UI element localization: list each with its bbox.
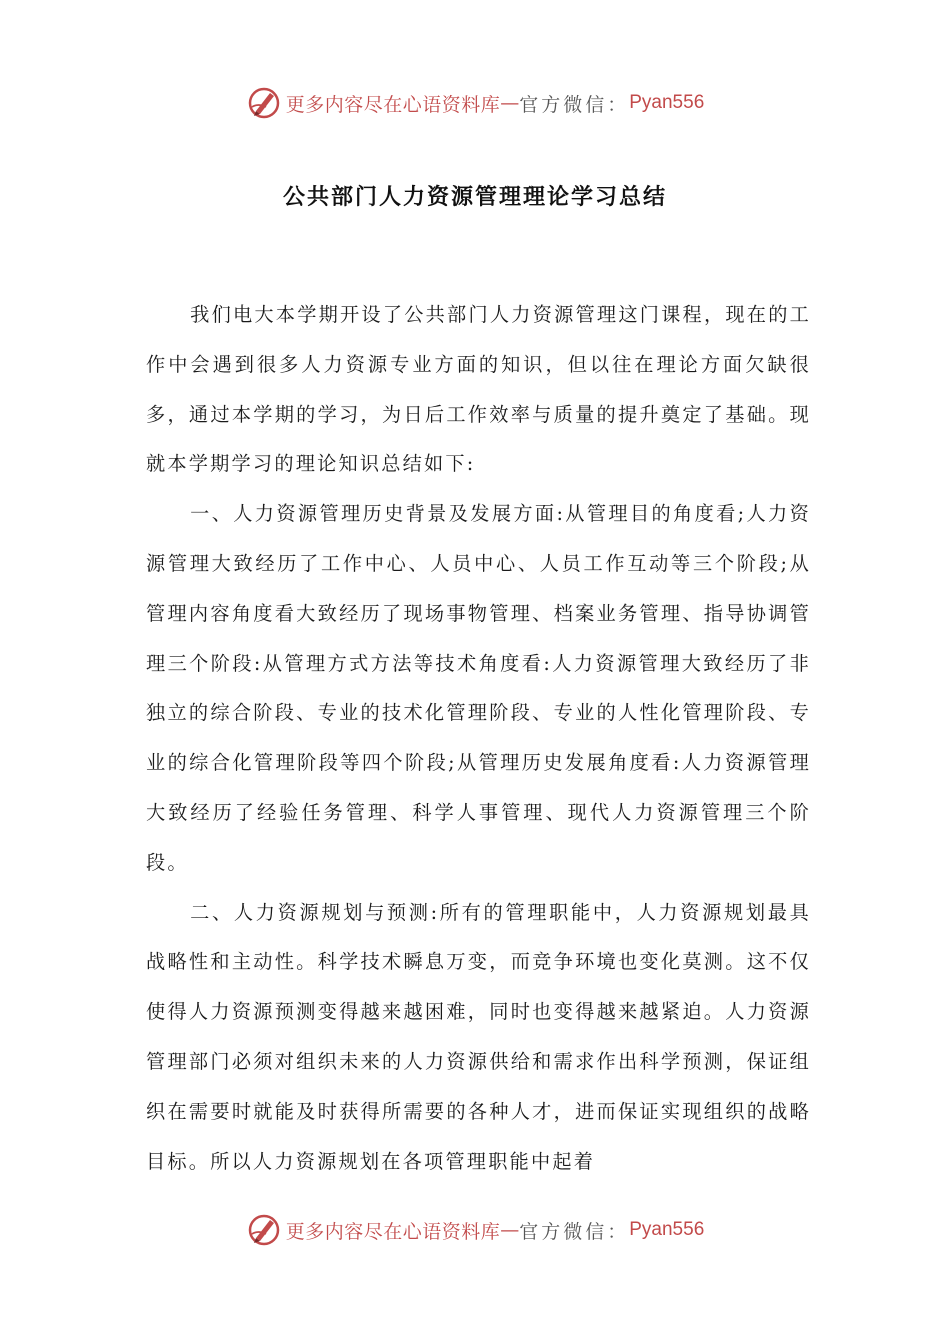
pen-logo-icon — [246, 1212, 282, 1248]
watermark-dash: — — [500, 1219, 520, 1241]
paragraph-planning: 二、人力资源规划与预测:所有的管理职能中，人力资源规划最具战略性和主动性。科学技术瞬息万变，而竞争环境也变化莫测。这不仅使得人力资源预测变得越来越困难，同时也变得越来越紧迫。人力资源管理部门必须对组织未来的人力资源供给和需求作出科学预测，保证组织在需要时就能及时获得所需要的各种人才，进而保证实现组织的战略目标。所以人力资源规划在各项管理职能中起着 — [146, 900, 811, 1173]
paragraph-history: 一、人力资源管理历史背景及发展方面:从管理目的角度看;人力资源管理大致经历了工作中心、人员中心、人员工作互动等三个阶段;从管理内容角度看大致经历了现场事物管理、档案业务管理、指导协调管理三个阶段:从管理方式方法等技术角度看:人力资源管理大致经历了非独立的综合阶段、专业的技术化管理阶段、专业的人性化管理阶段、专业的综合化管理阶段等四个阶段;从管理历史发展角度看:人力资源管理大致经历了经验任务管理、科学人事管理、现代人力资源管理三个阶段。 — [146, 502, 811, 874]
watermark-main-text: 更多内容尽在心语资料库 — [285, 93, 501, 116]
header-watermark-banner — [0, 83, 950, 123]
watermark-dash: — — [500, 92, 520, 114]
watermark-wechat-id: Pyan556 — [629, 92, 705, 113]
watermark-wechat-id: Pyan556 — [629, 1219, 705, 1240]
watermark-wechat-label: 官方微信： — [519, 1220, 630, 1243]
watermark-main-text: 更多内容尽在心语资料库 — [285, 1220, 501, 1243]
document-title: 公共部门人力资源管理理论学习总结 — [282, 185, 667, 210]
footer-watermark-banner — [0, 1210, 950, 1250]
watermark-wechat-label: 官方微信： — [519, 93, 630, 116]
pen-logo-icon — [246, 85, 282, 121]
paragraph-intro: 我们电大本学期开设了公共部门人力资源管理这门课程，现在的工作中会遇到很多人力资源专业方面的知识，但以往在理论方面欠缺很多，通过本学期的学习，为日后工作效率与质量的提升奠定了基础。现就本学期学习的理论知识总结如下: — [146, 303, 811, 476]
document-body — [146, 290, 811, 1186]
